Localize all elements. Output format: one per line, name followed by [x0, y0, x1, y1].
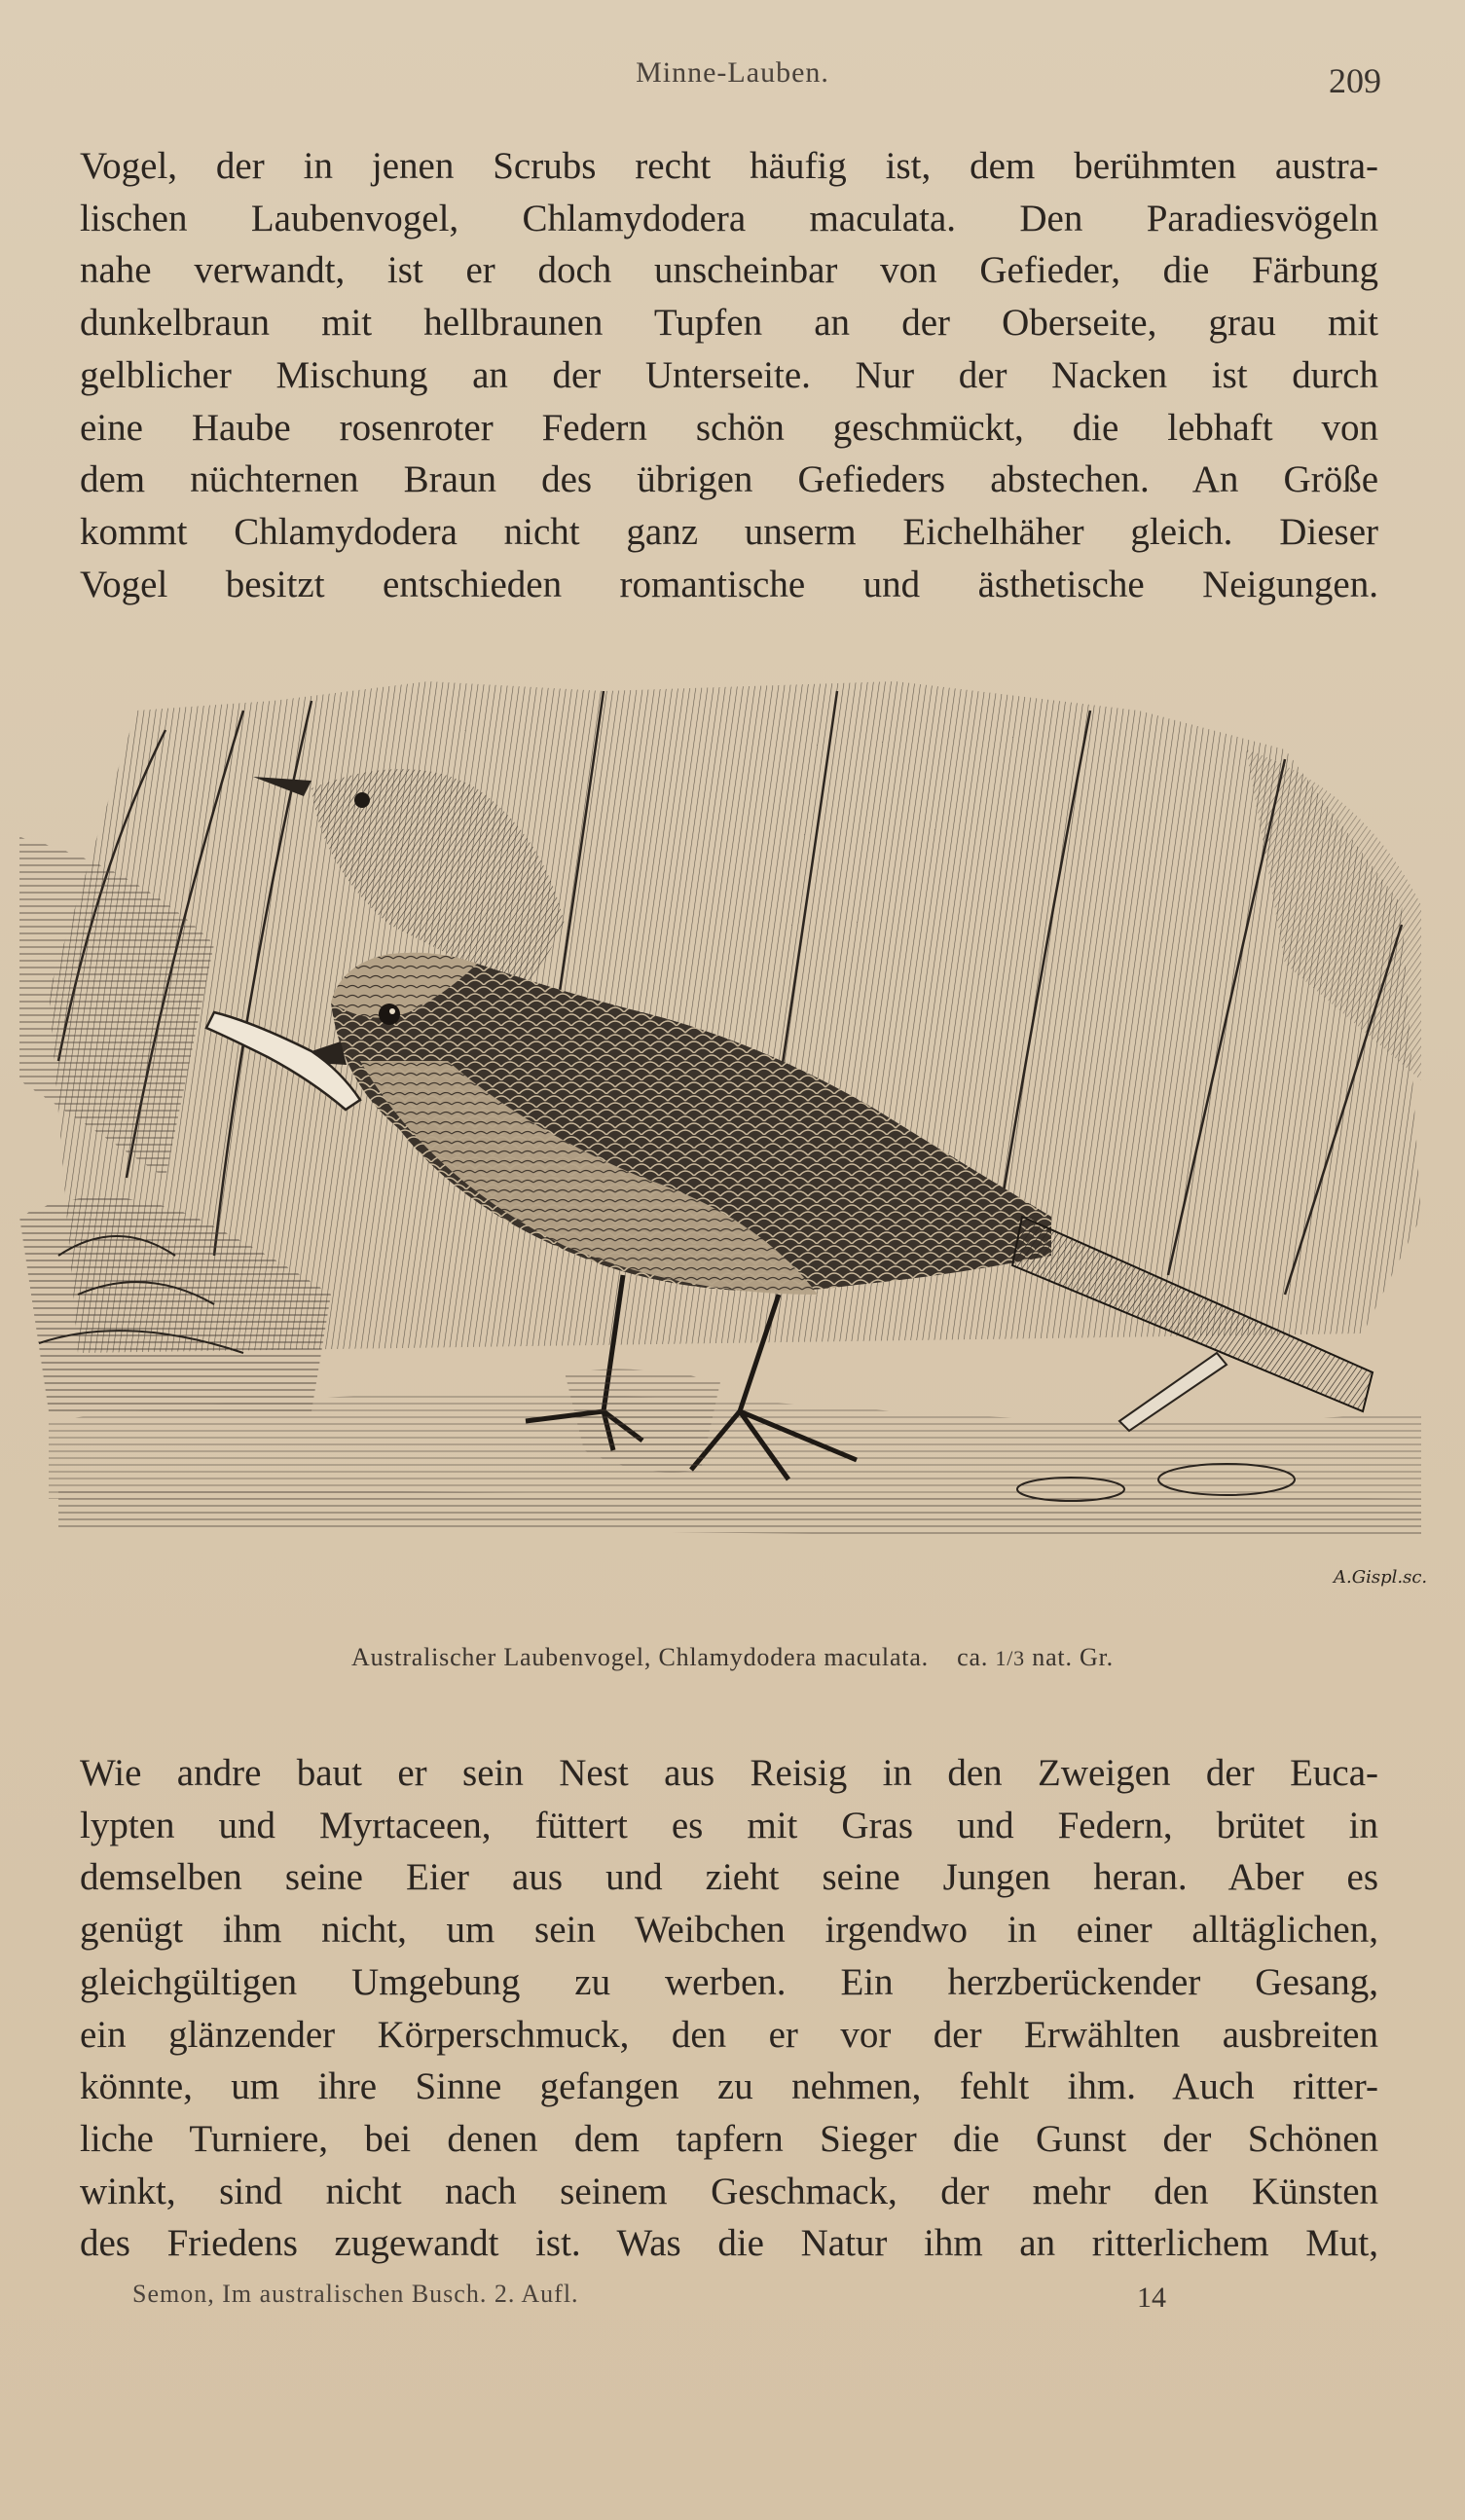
footer-signature-line: Semon, Im australischen Busch. 2. Aufl.: [132, 2280, 579, 2308]
text-line: dem nüchternen Braun des übrigen Gefieders abstechen. An Größe: [80, 458, 1378, 501]
text-line: ein glänzender Körperschmuck, den er vor der Erwählten ausbreiten: [80, 2013, 1378, 2056]
caption-scale-prefix: ca.: [957, 1643, 989, 1671]
text-line: Wie andre baut er sein Nest aus Reisig in den Zweigen der Euca-: [80, 1752, 1378, 1794]
footer-signature-mark: 14: [1137, 2282, 1166, 2314]
text-line: gleichgültigen Umgebung zu werben. Ein herzberückender Gesang,: [80, 1960, 1378, 2003]
paragraph-top: [80, 140, 1378, 610]
text-line: kommt Chlamydodera nicht ganz unserm Eichelhäher gleich. Dieser: [80, 510, 1378, 553]
text-line: könnte, um ihre Sinne gefangen zu nehmen, fehlt ihm. Auch ritter-: [80, 2065, 1378, 2108]
text-line: lypten und Myrtaceen, füttert es mit Gras und Federn, brütet in: [80, 1804, 1378, 1846]
text-line: genügt ihm nicht, um sein Weibchen irgendwo in einer alltäglichen,: [80, 1909, 1378, 1952]
text-line: Vogel, der in jenen Scrubs recht häufig ist, dem berühmten austra-: [80, 145, 1378, 187]
text-line: gelblicher Mischung an der Unterseite. Nur der Nacken ist durch: [80, 353, 1378, 396]
text-line: des Friedens zugewandt ist. Was die Natur ihm an ritterlichem Mut,: [80, 2222, 1378, 2265]
figure-caption: [0, 1643, 1465, 1672]
text-line: Vogel besitzt entschieden romantische und ästhetische Neigungen.: [80, 563, 1378, 605]
paragraph-bottom: [80, 1747, 1378, 2270]
text-line: dunkelbraun mit hellbraunen Tupfen an der Oberseite, grau mit: [80, 302, 1378, 345]
text-line: winkt, sind nicht nach seinem Geschmack, der mehr den Künsten: [80, 2170, 1378, 2212]
caption-scale-fraction: 1/3: [995, 1646, 1025, 1670]
text-line: nahe verwandt, ist er doch unscheinbar von Gefieder, die Färbung: [80, 249, 1378, 292]
engraver-signature: A.Gispl.sc.: [1334, 1567, 1428, 1588]
page-number: 209: [1329, 61, 1381, 100]
text-line: liche Turniere, bei denen dem tapfern Sieger die Gunst der Schönen: [80, 2117, 1378, 2160]
bowerbird-engraving: [19, 672, 1441, 1606]
caption-scale-suffix: nat. Gr.: [1032, 1643, 1114, 1671]
text-line: eine Haube rosenroter Federn schön geschmückt, die lebhaft von: [80, 406, 1378, 449]
text-line: demselben seine Eier aus und zieht seine Jungen heran. Aber es: [80, 1856, 1378, 1899]
running-head: Minne-Lauben.: [636, 56, 829, 89]
text-line: lischen Laubenvogel, Chlamydodera maculata. Den Paradiesvögeln: [80, 197, 1378, 239]
caption-text: Australischer Laubenvogel, Chlamydodera maculata.: [351, 1643, 929, 1671]
